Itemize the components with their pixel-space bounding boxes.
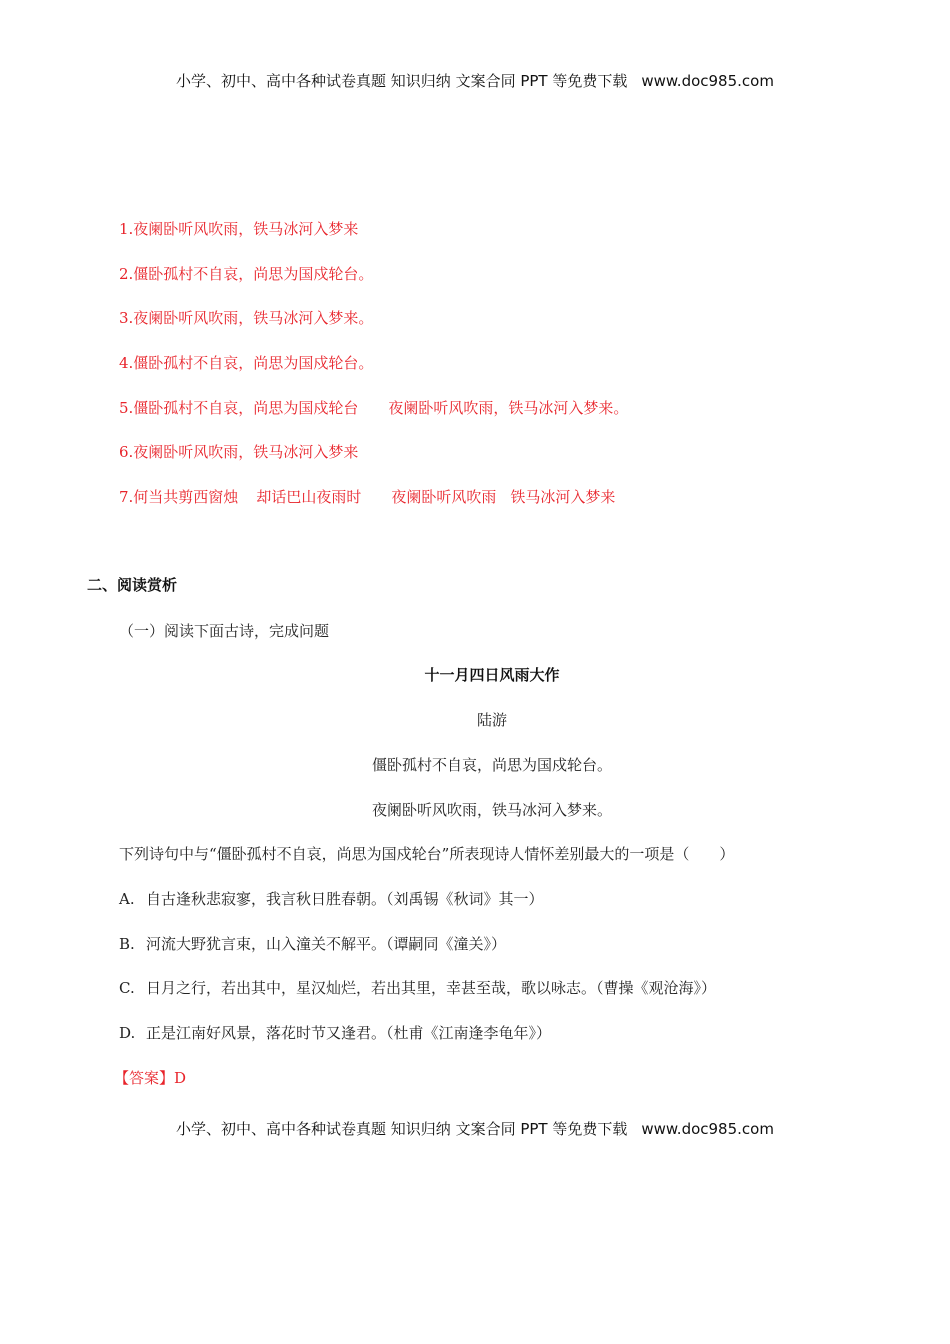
option-text: 正是江南好风景，落花时节又逢君。（杜甫《江南逢李龟年》） bbox=[146, 1024, 552, 1042]
poem-title: 十一月四日风雨大作 bbox=[424, 666, 560, 684]
section-heading: 二、阅读赏析 bbox=[87, 576, 178, 594]
answer-text: 5.僵卧孤村不自哀，尚思为国戍轮台 bbox=[119, 399, 359, 417]
answer-key-label: 【答案】 bbox=[114, 1069, 175, 1087]
option-text: 日月之行，若出其中，星汉灿烂，若出其里，幸甚至哉，歌以咏志。（曹操《观沧海》） bbox=[146, 979, 717, 997]
answer-text: 铁马冰河入梦来 bbox=[510, 488, 616, 506]
poem-line: 僵卧孤村不自哀，尚思为国戍轮台。 bbox=[371, 756, 612, 774]
option-a bbox=[119, 888, 544, 909]
footer-url: www.doc985.com bbox=[641, 1120, 774, 1138]
answer-text: 7.何当共剪西窗烛 bbox=[119, 488, 239, 506]
answer-line-3 bbox=[119, 307, 373, 328]
page-header bbox=[0, 70, 950, 91]
footer-text: 小学、初中、高中各种试卷真题 知识归纳 文案合同 PPT 等免费下载 bbox=[176, 1120, 628, 1138]
answer-text: 夜阑卧听风吹雨 bbox=[391, 488, 497, 506]
answer-line-5 bbox=[119, 397, 628, 418]
header-text: 小学、初中、高中各种试卷真题 知识归纳 文案合同 PPT 等免费下载 bbox=[176, 72, 628, 90]
answer-text: 夜阑卧听风吹雨，铁马冰河入梦来。 bbox=[388, 399, 629, 417]
poem-author: 陆游 bbox=[476, 711, 507, 729]
option-text: 河流大野犹言束，山入潼关不解平。（谭嗣同《潼关》） bbox=[146, 935, 507, 953]
page-footer bbox=[0, 1118, 950, 1139]
option-letter: A. bbox=[119, 890, 135, 908]
answer-key bbox=[114, 1067, 186, 1088]
question-text: 下列诗句中与“僵卧孤村不自哀，尚思为国戍轮台”所表现诗人情怀差别最大的一项是（ ） bbox=[119, 845, 735, 863]
header-url: www.doc985.com bbox=[641, 72, 774, 90]
answer-text: 3.夜阑卧听风吹雨，铁马冰河入梦来。 bbox=[119, 309, 374, 327]
option-c bbox=[119, 977, 716, 998]
answer-text: 2.僵卧孤村不自哀，尚思为国戍轮台。 bbox=[119, 265, 374, 283]
option-letter: B. bbox=[119, 935, 135, 953]
answer-key-value: D bbox=[174, 1069, 187, 1087]
option-text: 自古逢秋悲寂寥，我言秋日胜春朝。（刘禹锡《秋词》其一） bbox=[146, 890, 544, 908]
answer-line-6 bbox=[119, 441, 358, 462]
option-letter: C. bbox=[119, 979, 135, 997]
answer-line-2 bbox=[119, 263, 373, 284]
answer-line-7 bbox=[119, 486, 615, 507]
option-b bbox=[119, 933, 506, 954]
answer-text: 却话巴山夜雨时 bbox=[256, 488, 362, 506]
poem-line: 夜阑卧听风吹雨，铁马冰河入梦来。 bbox=[371, 801, 612, 819]
answer-line-1 bbox=[119, 218, 358, 239]
answer-text: 4.僵卧孤村不自哀，尚思为国戍轮台。 bbox=[119, 354, 374, 372]
answer-text: 1.夜阑卧听风吹雨，铁马冰河入梦来 bbox=[119, 220, 359, 238]
option-letter: D. bbox=[119, 1024, 136, 1042]
answer-text: 6.夜阑卧听风吹雨，铁马冰河入梦来 bbox=[119, 443, 359, 461]
answer-line-4 bbox=[119, 352, 373, 373]
section-subheading: （一）阅读下面古诗，完成问题 bbox=[119, 622, 330, 640]
option-d bbox=[119, 1022, 551, 1043]
